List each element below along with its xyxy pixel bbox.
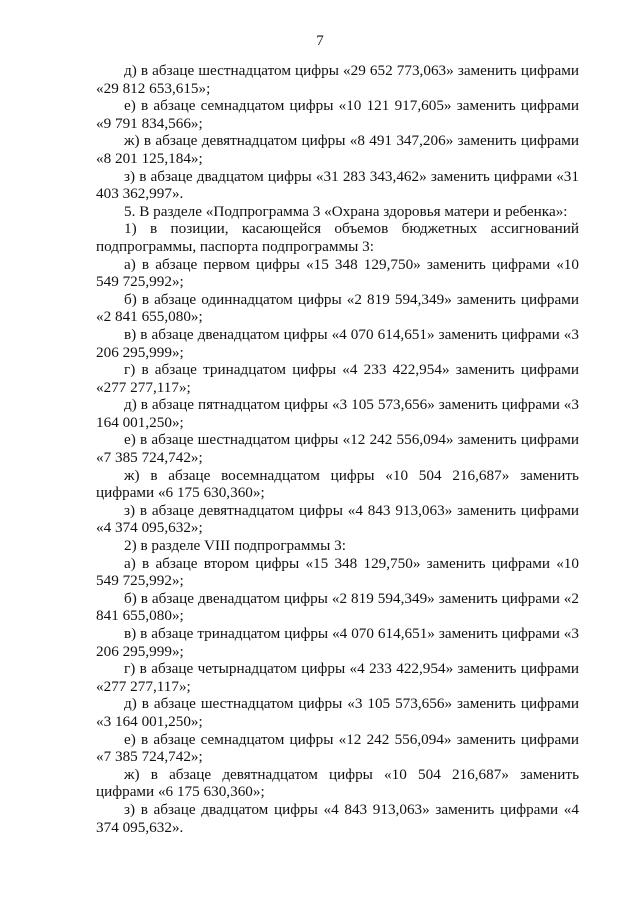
amendments-section-4-tail bbox=[96, 62, 579, 203]
amendment-item-d-16: д) в абзаце шестнадцатом цифры «29 652 773,063» заменить цифрами «29 812 653,615»; bbox=[96, 62, 579, 97]
amendment-item-zh-19: ж) в абзаце девятнадцатом цифры «8 491 347,206» заменить цифрами «8 201 125,184»; bbox=[96, 132, 579, 167]
passport-item-e: е) в абзаце шестнадцатом цифры «12 242 556,094» заменить цифрами «7 385 724,742»; bbox=[96, 431, 579, 467]
amendment-item-e-17: е) в абзаце семнадцатом цифры «10 121 917,605» заменить цифрами «9 791 834,566»; bbox=[96, 97, 579, 132]
passport-item-d: д) в абзаце пятнадцатом цифры «3 105 573,656» заменить цифрами «3 164 001,250»; bbox=[96, 396, 579, 431]
amendment-item-z-20: з) в абзаце двадцатом цифры «31 283 343,462» заменить цифрами «31 403 362,997». bbox=[96, 167, 579, 203]
section-viii-item-d: д) в абзаце шестнадцатом цифры «3 105 573,656» заменить цифрами «3 164 001,250»; bbox=[96, 695, 579, 730]
section-viii-item-a: а) в абзаце втором цифры «15 348 129,750» заменить цифрами «10 549 725,992»; bbox=[96, 554, 579, 590]
page-number: 7 bbox=[316, 33, 324, 49]
passport-item-v: в) в абзаце двенадцатом цифры «4 070 614,651» заменить цифрами «3 206 295,999»; bbox=[96, 325, 579, 361]
section-5-subprogram-3 bbox=[96, 203, 579, 836]
section-viii-item-b: б) в абзаце двенадцатом цифры «2 819 594,349» заменить цифрами «2 841 655,080»; bbox=[96, 589, 579, 625]
section-viii-item-v: в) в абзаце тринадцатом цифры «4 070 614,651» заменить цифрами «3 206 295,999»; bbox=[96, 625, 579, 660]
passport-item-a: а) в абзаце первом цифры «15 348 129,750» заменить цифрами «10 549 725,992»; bbox=[96, 255, 579, 291]
section-viii-item-z: з) в абзаце двадцатом цифры «4 843 913,063» заменить цифрами «4 374 095,632». bbox=[96, 800, 579, 836]
section-viii-item-e: е) в абзаце семнадцатом цифры «12 242 556,094» заменить цифрами «7 385 724,742»; bbox=[96, 730, 579, 766]
passport-item-b: б) в абзаце одиннадцатом цифры «2 819 594,349» заменить цифрами «2 841 655,080»; bbox=[96, 290, 579, 326]
point-2-section-viii-heading: 2) в разделе VIII подпрограммы 3: bbox=[124, 537, 346, 555]
passport-item-zh: ж) в абзаце восемнадцатом цифры «10 504 216,687» заменить цифрами «6 175 630,360»; bbox=[96, 466, 579, 502]
document-body bbox=[96, 62, 579, 836]
passport-item-g: г) в абзаце тринадцатом цифры «4 233 422,954» заменить цифрами «277 277,117»; bbox=[96, 361, 579, 396]
section-viii-item-g: г) в абзаце четырнадцатом цифры «4 233 422,954» заменить цифрами «277 277,117»; bbox=[96, 660, 579, 695]
section-viii-item-zh: ж) в абзаце девятнадцатом цифры «10 504 216,687» заменить цифрами «6 175 630,360»; bbox=[96, 765, 579, 801]
point-1-passport-heading: 1) в позиции, касающейся объемов бюджетных ассигнований подпрограммы, паспорта подпрограммы 3: bbox=[96, 220, 579, 255]
section-5-heading: 5. В разделе «Подпрограмма 3 «Охрана здоровья матери и ребенка»: bbox=[124, 202, 568, 220]
passport-item-z: з) в абзаце девятнадцатом цифры «4 843 913,063» заменить цифрами «4 374 095,632»; bbox=[96, 501, 579, 537]
